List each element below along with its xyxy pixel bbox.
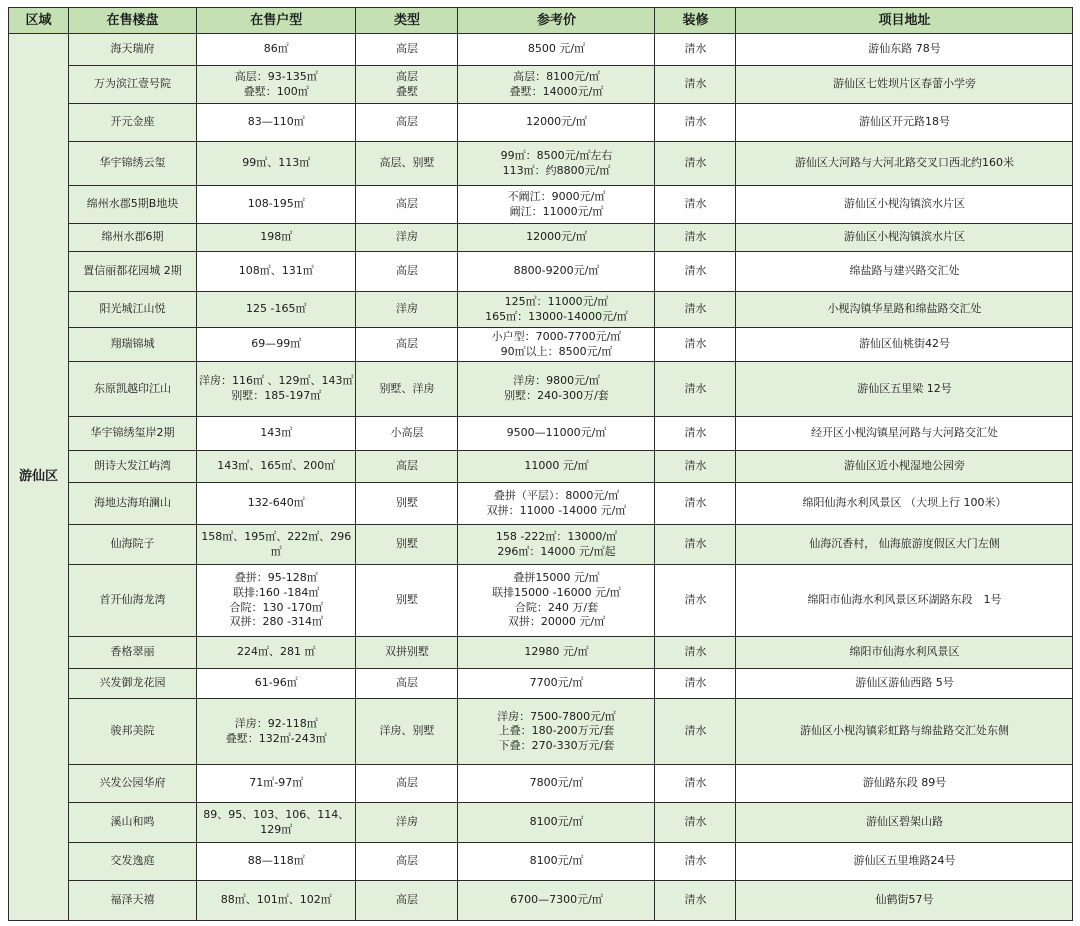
- reference-price-line: 99㎡：8500元/㎡左右: [500, 148, 613, 162]
- unit-sizes-line: 108㎡、131㎡: [238, 264, 314, 278]
- reference-price-line: 125㎡：11000元/㎡: [504, 294, 609, 308]
- finish-status: 清水: [655, 328, 736, 362]
- project-address: 绵阳仙海水利风景区 （大坝上行 100米）: [736, 483, 1073, 525]
- reference-price-line: 小户型：7000-7700元/㎡: [491, 329, 622, 343]
- building-type-line: 别墅: [395, 496, 418, 510]
- table-row: [9, 881, 1073, 921]
- building-type-line: 高层: [395, 854, 418, 868]
- unit-sizes-line: 125 -165㎡: [246, 302, 307, 316]
- project-address: 游仙区五里梁 12号: [736, 362, 1073, 417]
- reference-price-line: 11000 元/㎡: [524, 459, 589, 473]
- reference-price: [458, 252, 655, 292]
- project-name: 溪山和鸣: [69, 803, 197, 843]
- building-type-line: 高层: [395, 459, 418, 473]
- reference-price: [458, 417, 655, 451]
- finish-status: 清水: [655, 843, 736, 881]
- unit-sizes-line: 洋房：92-118㎡: [234, 716, 318, 730]
- unit-sizes-line: 83—110㎡: [247, 115, 305, 129]
- unit-sizes: [197, 803, 356, 843]
- finish-status: 清水: [655, 565, 736, 637]
- building-type-line: 洋房: [395, 230, 418, 244]
- unit-sizes-line: 132-640㎡: [247, 496, 305, 510]
- district-cell: 游仙区: [9, 34, 69, 921]
- table-row: [9, 765, 1073, 803]
- project-address: 小枧沟镇华星路和绵盐路交汇处: [736, 292, 1073, 328]
- project-address: 游仙区仙桃街42号: [736, 328, 1073, 362]
- unit-sizes: [197, 362, 356, 417]
- building-type: [356, 34, 458, 66]
- project-name: 交发逸庭: [69, 843, 197, 881]
- reference-price: [458, 483, 655, 525]
- unit-sizes-line: 叠墅：132㎡-243㎡: [225, 731, 327, 745]
- reference-price: [458, 186, 655, 224]
- project-address: 仙鹤街57号: [736, 881, 1073, 921]
- reference-price-line: 8100元/㎡: [529, 854, 584, 868]
- project-address: 游仙区小枧沟镇滨水片区: [736, 186, 1073, 224]
- table-row: [9, 417, 1073, 451]
- unit-sizes: [197, 483, 356, 525]
- building-type: [356, 525, 458, 565]
- project-name: 海地达海珀澜山: [69, 483, 197, 525]
- project-address: 游仙区游仙西路 5号: [736, 669, 1073, 699]
- building-type: [356, 637, 458, 669]
- reference-price-line: 8100元/㎡: [529, 815, 584, 829]
- unit-sizes: [197, 142, 356, 186]
- table-row: [9, 637, 1073, 669]
- building-type-line: 高层: [395, 42, 418, 56]
- reference-price-line: 高层：8100元/㎡: [513, 69, 600, 83]
- unit-sizes-line: 别墅：185-197㎡: [231, 389, 322, 402]
- reference-price-line: 12980 元/㎡: [524, 645, 589, 659]
- finish-status: 清水: [655, 525, 736, 565]
- unit-sizes-line: 洋房：116㎡ 、129㎡、143㎡: [199, 374, 354, 388]
- reference-price: [458, 803, 655, 843]
- reference-price: [458, 525, 655, 565]
- header-district: 区域: [9, 8, 69, 34]
- header-row: [9, 8, 1073, 34]
- project-name: 绵州水郡6期: [69, 224, 197, 252]
- building-type-line: 高层: [395, 676, 418, 690]
- project-address: 游仙区大河路与大河北路交叉口西北约160米: [736, 142, 1073, 186]
- reference-price: [458, 292, 655, 328]
- project-address: 游仙路东段 89号: [736, 765, 1073, 803]
- housing-price-table: [8, 7, 1073, 921]
- building-type: [356, 803, 458, 843]
- building-type-line: 高层: [395, 69, 418, 83]
- project-name: 绵州水郡5期B地块: [69, 186, 197, 224]
- unit-sizes-line: 88㎡、101㎡、102㎡: [220, 893, 332, 907]
- building-type-line: 别墅: [395, 593, 418, 607]
- building-type-line: 叠墅: [395, 84, 418, 98]
- unit-sizes-line: 高层：93-135㎡: [234, 69, 318, 83]
- building-type: [356, 252, 458, 292]
- project-name: 翔瑞锦城: [69, 328, 197, 362]
- finish-status: 清水: [655, 362, 736, 417]
- project-address: 游仙区小枧沟镇彩虹路与绵盐路交汇处东侧: [736, 699, 1073, 765]
- unit-sizes-line: 224㎡、281 ㎡: [236, 645, 316, 659]
- unit-sizes: [197, 637, 356, 669]
- finish-status: 清水: [655, 483, 736, 525]
- reference-price: [458, 637, 655, 669]
- reference-price: [458, 565, 655, 637]
- finish-status: 清水: [655, 292, 736, 328]
- reference-price-line: 9500—11000元/㎡: [506, 426, 607, 440]
- table-row: [9, 669, 1073, 699]
- finish-status: 清水: [655, 142, 736, 186]
- finish-status: 清水: [655, 104, 736, 142]
- building-type-line: 高层: [395, 893, 418, 907]
- reference-price-line: 阚江：11000元/㎡: [509, 204, 604, 218]
- building-type: [356, 328, 458, 362]
- project-name: 朗诗大发江屿湾: [69, 451, 197, 483]
- finish-status: 清水: [655, 765, 736, 803]
- project-address: 游仙区开元路18号: [736, 104, 1073, 142]
- project-name: 骏邦美院: [69, 699, 197, 765]
- unit-sizes-line: 联排:160 -184㎡: [233, 585, 320, 599]
- table-row: [9, 186, 1073, 224]
- project-name: 置信丽都花园城 2期: [69, 252, 197, 292]
- unit-sizes-line: 89、95、103、106、114、: [203, 807, 350, 821]
- reference-price: [458, 34, 655, 66]
- building-type: [356, 881, 458, 921]
- table-row: [9, 451, 1073, 483]
- table-row: [9, 142, 1073, 186]
- reference-price-line: 8800-9200元/㎡: [513, 264, 600, 278]
- finish-status: 清水: [655, 66, 736, 104]
- reference-price-line: 7800元/㎡: [529, 776, 584, 790]
- finish-status: 清水: [655, 637, 736, 669]
- reference-price-line: 296㎡：14000 元/㎡起: [497, 544, 616, 558]
- unit-sizes: [197, 843, 356, 881]
- table-row: [9, 699, 1073, 765]
- building-type: [356, 224, 458, 252]
- finish-status: 清水: [655, 803, 736, 843]
- finish-status: 清水: [655, 451, 736, 483]
- reference-price-line: 别墅：240-300万/套: [504, 389, 609, 402]
- finish-status: 清水: [655, 669, 736, 699]
- reference-price-line: 90㎡以上：8500元/㎡: [500, 344, 613, 358]
- project-address: 游仙区五里堆路24号: [736, 843, 1073, 881]
- table-row: [9, 843, 1073, 881]
- reference-price-line: 双拼：20000 元/㎡: [507, 615, 606, 629]
- project-name: 开元金座: [69, 104, 197, 142]
- finish-status: 清水: [655, 224, 736, 252]
- unit-sizes-line: 198㎡: [260, 230, 293, 244]
- unit-sizes: [197, 699, 356, 765]
- project-address: 游仙区七姓坝片区春蕾小学旁: [736, 66, 1073, 104]
- building-type-line: 洋房、别墅: [379, 724, 435, 738]
- building-type: [356, 843, 458, 881]
- project-address: 游仙区小枧沟镇滨水片区: [736, 224, 1073, 252]
- reference-price: [458, 881, 655, 921]
- building-type-line: 洋房: [395, 302, 418, 316]
- reference-price: [458, 699, 655, 765]
- unit-sizes-line: 108-195㎡: [247, 197, 305, 211]
- table-row: [9, 803, 1073, 843]
- unit-sizes: [197, 328, 356, 362]
- project-name: 仙海院子: [69, 525, 197, 565]
- project-name: 兴发公园华府: [69, 765, 197, 803]
- unit-sizes: [197, 765, 356, 803]
- header-type: 类型: [356, 8, 458, 34]
- reference-price-line: 洋房：9800元/㎡: [513, 374, 600, 388]
- unit-sizes: [197, 669, 356, 699]
- unit-sizes: [197, 881, 356, 921]
- project-address: 游仙区近小枧湿地公园旁: [736, 451, 1073, 483]
- building-type-line: 高层: [395, 776, 418, 790]
- finish-status: 清水: [655, 881, 736, 921]
- header-project: 在售楼盘: [69, 8, 197, 34]
- table-row: [9, 328, 1073, 362]
- project-address: 仙海沉香村， 仙海旅游度假区大门左侧: [736, 525, 1073, 565]
- table-row: [9, 224, 1073, 252]
- finish-status: 清水: [655, 34, 736, 66]
- project-name: 福泽天禧: [69, 881, 197, 921]
- building-type: [356, 186, 458, 224]
- unit-sizes: [197, 417, 356, 451]
- header-address: 项目地址: [736, 8, 1073, 34]
- project-address: 绵盐路与建兴路交汇处: [736, 252, 1073, 292]
- unit-sizes: [197, 451, 356, 483]
- unit-sizes-line: ㎡: [270, 544, 282, 558]
- reference-price-line: 合院：240 万/套: [514, 600, 599, 614]
- table-row: [9, 292, 1073, 328]
- reference-price-line: 158 -222㎡：13000/㎡: [495, 529, 618, 543]
- project-name: 阳光城江山悦: [69, 292, 197, 328]
- project-address: 绵阳市仙海水利风景区: [736, 637, 1073, 669]
- reference-price: [458, 669, 655, 699]
- finish-status: 清水: [655, 186, 736, 224]
- building-type: [356, 765, 458, 803]
- unit-sizes-line: 129㎡: [260, 822, 293, 836]
- building-type: [356, 483, 458, 525]
- unit-sizes-line: 71㎡-97㎡: [249, 776, 304, 790]
- reference-price-line: 联排15000 -16000 元/㎡: [492, 585, 621, 599]
- project-address: 游仙区碧架山路: [736, 803, 1073, 843]
- unit-sizes-line: 143㎡、165㎡、200㎡: [217, 459, 336, 473]
- reference-price-line: 上叠：180-200万元/套: [498, 724, 615, 738]
- reference-price: [458, 328, 655, 362]
- building-type-line: 高层: [395, 337, 418, 351]
- building-type: [356, 66, 458, 104]
- reference-price-line: 12000元/㎡: [526, 115, 587, 129]
- reference-price-line: 7700元/㎡: [529, 676, 584, 690]
- finish-status: 清水: [655, 699, 736, 765]
- unit-sizes: [197, 186, 356, 224]
- header-price: 参考价: [458, 8, 655, 34]
- finish-status: 清水: [655, 417, 736, 451]
- reference-price: [458, 362, 655, 417]
- reference-price-line: 叠拼15000 元/㎡: [513, 571, 600, 585]
- header-finish: 装修: [655, 8, 736, 34]
- project-name: 万为滨江壹号院: [69, 66, 197, 104]
- project-name: 海天瑞府: [69, 34, 197, 66]
- building-type: [356, 417, 458, 451]
- table-row: [9, 525, 1073, 565]
- unit-sizes: [197, 252, 356, 292]
- reference-price: [458, 104, 655, 142]
- project-name: 香格翠丽: [69, 637, 197, 669]
- project-name: 华宇锦绣玺岸2期: [69, 417, 197, 451]
- unit-sizes-line: 叠墅：100㎡: [243, 84, 309, 98]
- table-row: [9, 565, 1073, 637]
- header-units: 在售户型: [197, 8, 356, 34]
- unit-sizes-line: 86㎡: [263, 42, 289, 56]
- reference-price-line: 8500 元/㎡: [527, 42, 586, 56]
- table-body: [9, 34, 1073, 921]
- unit-sizes: [197, 565, 356, 637]
- project-name: 华宇锦绣云玺: [69, 142, 197, 186]
- unit-sizes-line: 143㎡: [260, 426, 293, 440]
- table-row: [9, 66, 1073, 104]
- unit-sizes-line: 69—99㎡: [251, 337, 302, 351]
- building-type-line: 小高层: [390, 426, 424, 440]
- building-type-line: 高层: [395, 197, 418, 211]
- reference-price-line: 12000元/㎡: [526, 230, 587, 244]
- unit-sizes-line: 158㎡、195㎡、222㎡、296: [201, 529, 352, 543]
- reference-price-line: 165㎡：13000-14000元/㎡: [485, 309, 628, 323]
- building-type-line: 高层: [395, 115, 418, 129]
- project-name: 东原凯越印江山: [69, 362, 197, 417]
- unit-sizes: [197, 34, 356, 66]
- unit-sizes-line: 叠拼：95-128㎡: [234, 571, 318, 585]
- building-type-line: 别墅: [395, 537, 418, 551]
- building-type-line: 高层、别墅: [379, 156, 435, 170]
- building-type: [356, 451, 458, 483]
- building-type: [356, 669, 458, 699]
- reference-price: [458, 765, 655, 803]
- project-name: 首开仙海龙湾: [69, 565, 197, 637]
- reference-price-line: 叠拼（平层）：8000元/㎡: [493, 488, 620, 502]
- reference-price: [458, 142, 655, 186]
- reference-price: [458, 843, 655, 881]
- unit-sizes-line: 合院：130 -170㎡: [229, 600, 323, 614]
- reference-price-line: 6700—7300元/㎡: [510, 893, 603, 907]
- finish-status: 清水: [655, 252, 736, 292]
- table-row: [9, 252, 1073, 292]
- reference-price-line: 洋房：7500-7800元/㎡: [497, 709, 616, 723]
- reference-price-line: 下叠：270-330万元/套: [498, 738, 615, 752]
- unit-sizes-line: 61-96㎡: [254, 676, 298, 690]
- table-row: [9, 104, 1073, 142]
- reference-price-line: 113㎡：约8800元/㎡: [502, 163, 611, 177]
- building-type-line: 双拼别墅: [384, 645, 429, 659]
- reference-price-line: 双拼：11000 -14000 元/㎡: [486, 503, 627, 517]
- reference-price-line: 不阚江：9000元/㎡: [507, 189, 606, 203]
- building-type-line: 高层: [395, 264, 418, 278]
- building-type-line: 别墅、洋房: [379, 381, 435, 395]
- reference-price: [458, 451, 655, 483]
- building-type: [356, 142, 458, 186]
- unit-sizes: [197, 292, 356, 328]
- building-type: [356, 292, 458, 328]
- unit-sizes-line: 88—118㎡: [247, 854, 305, 868]
- unit-sizes-line: 双拼：280 -314㎡: [229, 615, 323, 629]
- project-address: 绵阳市仙海水利风景区环湖路东段 1号: [736, 565, 1073, 637]
- building-type: [356, 699, 458, 765]
- building-type: [356, 362, 458, 417]
- table-row: [9, 34, 1073, 66]
- project-name: 兴发御龙花园: [69, 669, 197, 699]
- reference-price: [458, 66, 655, 104]
- project-address: 经开区小枧沟镇星河路与大河路交汇处: [736, 417, 1073, 451]
- unit-sizes-line: 99㎡、113㎡: [242, 156, 311, 170]
- reference-price: [458, 224, 655, 252]
- reference-price-line: 叠墅：14000元/㎡: [509, 84, 604, 98]
- building-type-line: 洋房: [395, 815, 418, 829]
- unit-sizes: [197, 104, 356, 142]
- project-address: 游仙东路 78号: [736, 34, 1073, 66]
- table-row: [9, 483, 1073, 525]
- unit-sizes: [197, 525, 356, 565]
- building-type: [356, 565, 458, 637]
- unit-sizes: [197, 224, 356, 252]
- unit-sizes: [197, 66, 356, 104]
- table-row: [9, 362, 1073, 417]
- building-type: [356, 104, 458, 142]
